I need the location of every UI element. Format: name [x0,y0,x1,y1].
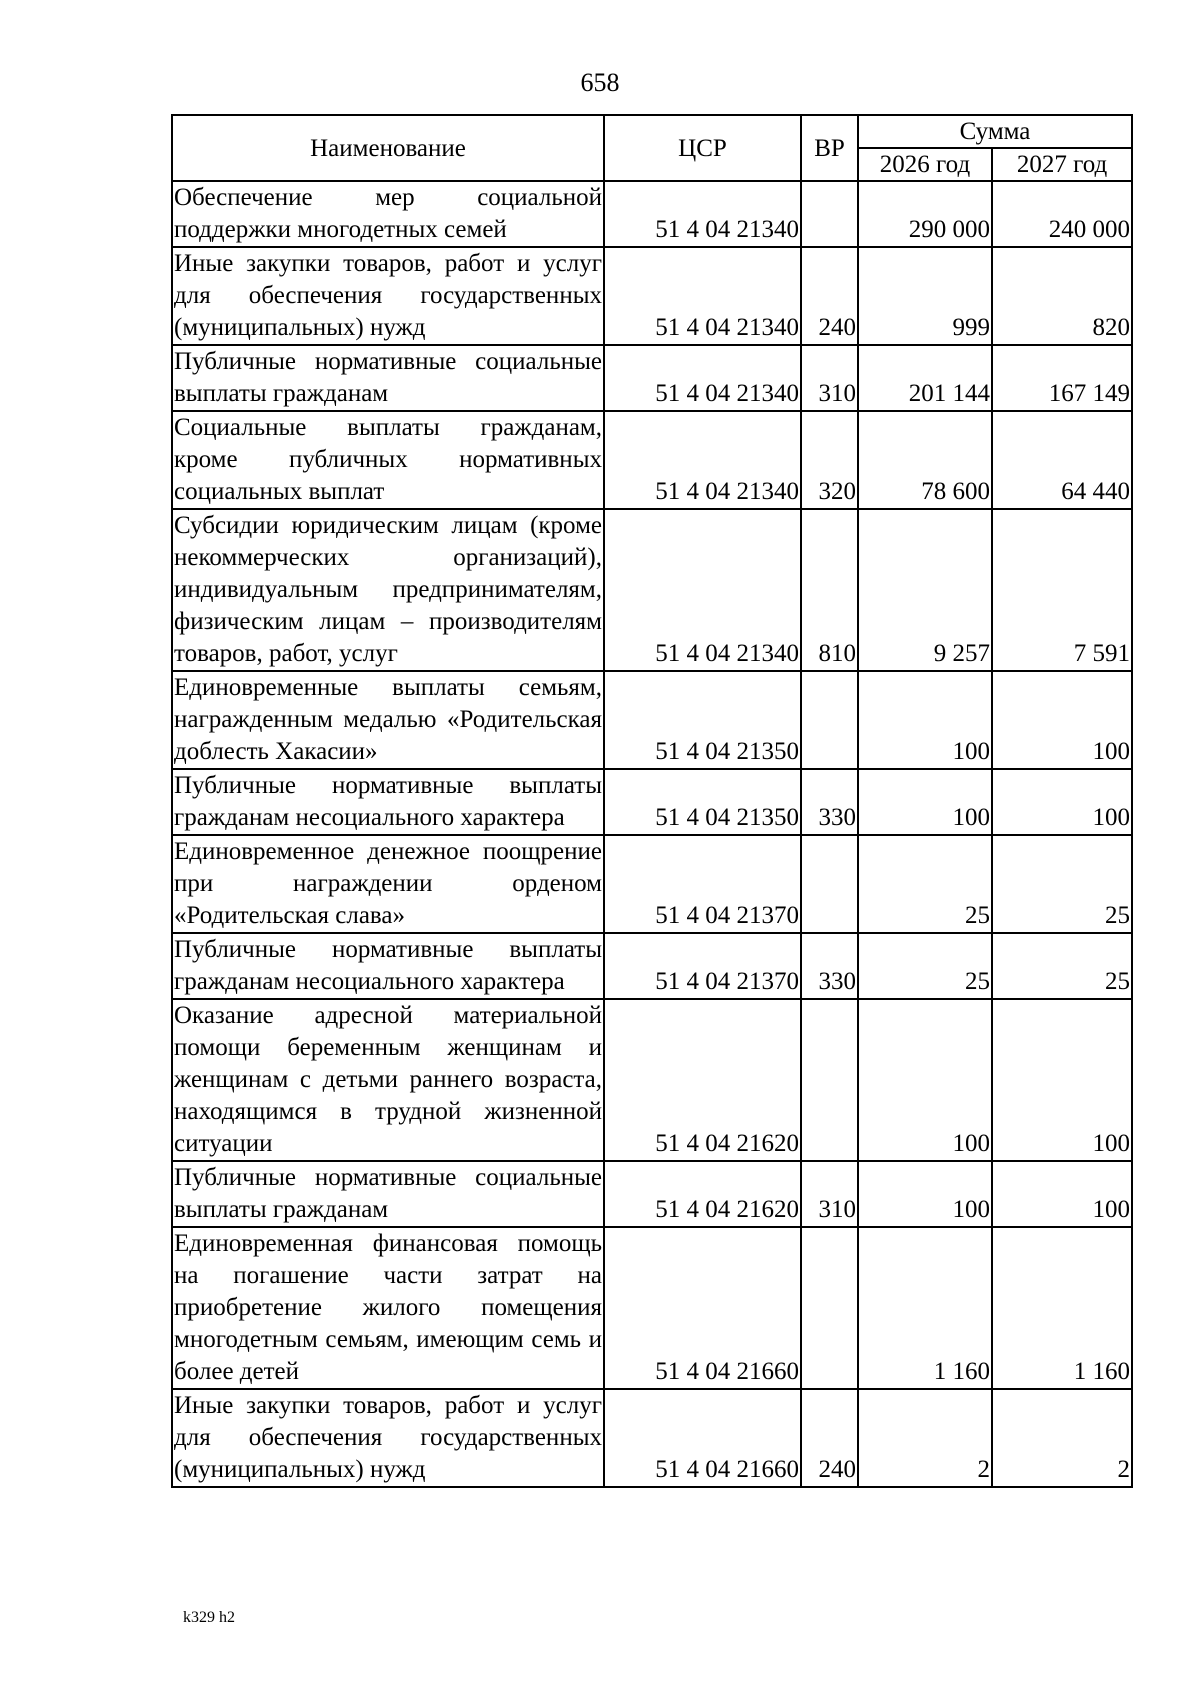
table-row [172,933,1132,999]
table-row [172,999,1132,1161]
row-vr-cell [801,181,858,247]
row-csr-cell: 51 4 04 21370 [604,835,801,933]
row-2027-cell: 820 [992,247,1132,345]
row-name-cell: Публичные нормативные социальные выплаты гражданам [172,345,604,411]
row-2027-cell: 1 160 [992,1227,1132,1389]
row-vr-cell: 240 [801,247,858,345]
row-name-cell: Оказание адресной материальной помощи беременным женщинам и женщинам с детьми раннего возраста, находящимся в трудной жизненной ситуации [172,999,604,1161]
row-2026-cell: 290 000 [858,181,992,247]
row-2026-cell: 2 [858,1389,992,1487]
row-name-cell: Субсидии юридическим лицам (кроме некоммерческих организаций), индивидуальным предпринимателям, физическим лицам – производителям товаров, работ, услуг [172,509,604,671]
row-2026-cell: 78 600 [858,411,992,509]
row-csr-cell: 51 4 04 21620 [604,999,801,1161]
row-name-cell: Социальные выплаты гражданам, кроме публичных нормативных социальных выплат [172,411,604,509]
row-2027-cell: 64 440 [992,411,1132,509]
header-sum: Сумма [858,115,1132,148]
row-vr-cell [801,1227,858,1389]
row-2026-cell: 100 [858,1161,992,1227]
row-csr-cell: 51 4 04 21340 [604,181,801,247]
row-2026-cell: 25 [858,835,992,933]
row-name-cell: Иные закупки товаров, работ и услуг для обеспечения государственных (муниципальных) нужд [172,1389,604,1487]
table-row [172,671,1132,769]
row-name-cell: Единовременное денежное поощрение при награждении орденом «Родительская слава» [172,835,604,933]
row-vr-cell: 330 [801,769,858,835]
header-year-2026: 2026 год [858,148,992,181]
row-vr-cell: 810 [801,509,858,671]
footer-code: k329 h2 [183,1609,235,1626]
table-row [172,509,1132,671]
row-2027-cell: 240 000 [992,181,1132,247]
budget-table [171,114,1133,1488]
row-2026-cell: 100 [858,999,992,1161]
row-name-cell: Обеспечение мер социальной поддержки многодетных семей [172,181,604,247]
header-vr: ВР [801,115,858,181]
row-name-cell: Публичные нормативные социальные выплаты гражданам [172,1161,604,1227]
row-csr-cell: 51 4 04 21340 [604,411,801,509]
row-name-cell: Иные закупки товаров, работ и услуг для обеспечения государственных (муниципальных) нужд [172,247,604,345]
row-2026-cell: 25 [858,933,992,999]
header-csr: ЦСР [604,115,801,181]
row-vr-cell: 310 [801,1161,858,1227]
row-csr-cell: 51 4 04 21370 [604,933,801,999]
row-2026-cell: 100 [858,769,992,835]
row-2027-cell: 100 [992,999,1132,1161]
row-csr-cell: 51 4 04 21660 [604,1389,801,1487]
row-csr-cell: 51 4 04 21350 [604,769,801,835]
row-vr-cell: 330 [801,933,858,999]
header-year-2027: 2027 год [992,148,1132,181]
row-2027-cell: 2 [992,1389,1132,1487]
row-name-cell: Публичные нормативные выплаты гражданам несоциального характера [172,933,604,999]
header-name: Наименование [172,115,604,181]
row-vr-cell: 240 [801,1389,858,1487]
row-2026-cell: 9 257 [858,509,992,671]
row-2026-cell: 999 [858,247,992,345]
row-name-cell: Единовременные выплаты семьям, награжденным медалью «Родительская доблесть Хакасии» [172,671,604,769]
row-csr-cell: 51 4 04 21340 [604,509,801,671]
table-row [172,181,1132,247]
row-csr-cell: 51 4 04 21340 [604,345,801,411]
row-vr-cell: 310 [801,345,858,411]
row-2027-cell: 167 149 [992,345,1132,411]
table-row [172,247,1132,345]
table-row [172,345,1132,411]
row-2026-cell: 1 160 [858,1227,992,1389]
row-vr-cell [801,835,858,933]
row-2027-cell: 100 [992,671,1132,769]
row-2027-cell: 25 [992,835,1132,933]
row-vr-cell [801,671,858,769]
row-csr-cell: 51 4 04 21620 [604,1161,801,1227]
row-csr-cell: 51 4 04 21340 [604,247,801,345]
row-2027-cell: 25 [992,933,1132,999]
row-vr-cell [801,999,858,1161]
row-2027-cell: 100 [992,769,1132,835]
table-row [172,1389,1132,1487]
table-row [172,411,1132,509]
row-csr-cell: 51 4 04 21660 [604,1227,801,1389]
row-vr-cell: 320 [801,411,858,509]
table-row [172,1227,1132,1389]
row-2026-cell: 100 [858,671,992,769]
table-row [172,769,1132,835]
row-2027-cell: 100 [992,1161,1132,1227]
page-number: 658 [580,68,620,97]
row-name-cell: Публичные нормативные выплаты гражданам несоциального характера [172,769,604,835]
table-body [172,181,1132,1487]
row-csr-cell: 51 4 04 21350 [604,671,801,769]
table-row [172,1161,1132,1227]
table-row [172,835,1132,933]
row-name-cell: Единовременная финансовая помощь на погашение части затрат на приобретение жилого помещения многодетным семьям, имеющим семь и более детей [172,1227,604,1389]
row-2026-cell: 201 144 [858,345,992,411]
row-2027-cell: 7 591 [992,509,1132,671]
